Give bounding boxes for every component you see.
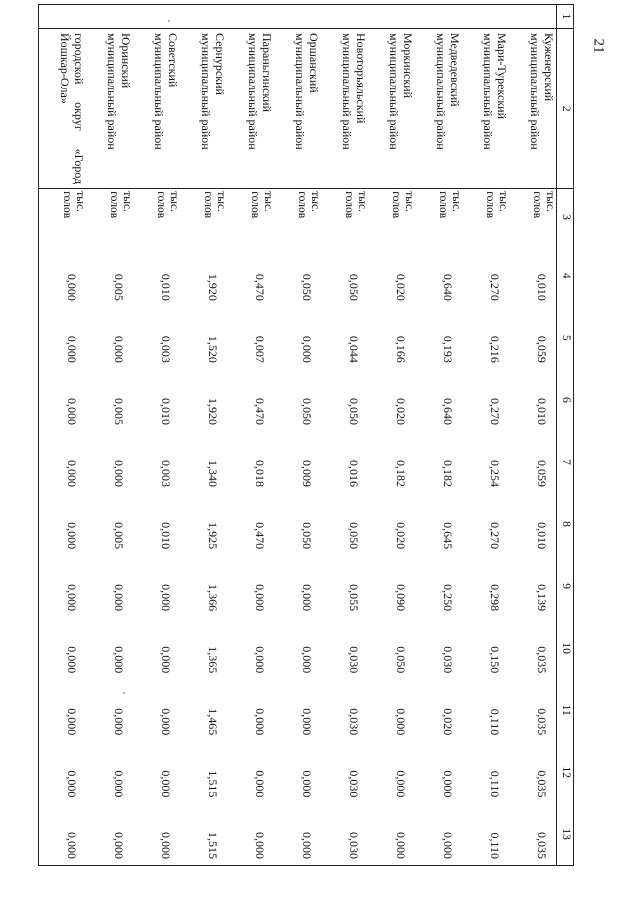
table-row (321, 5, 368, 866)
column-header: 6 (557, 369, 574, 431)
unit-cell (133, 189, 180, 245)
value-cell: 0,000 (133, 803, 180, 865)
district-name-line2: муниципальный район (292, 33, 307, 150)
value-cell: 0,470 (253, 273, 267, 301)
unit-cell (86, 189, 133, 245)
unit-line2: голов (437, 191, 450, 219)
row-index-cell (180, 5, 227, 29)
table-row (227, 5, 274, 866)
value-cell: 0,270 (488, 397, 502, 425)
rotated-table-container (57, 4, 574, 866)
value-cell: 0,059 (535, 460, 549, 487)
table-row (274, 5, 321, 866)
row-index-cell (227, 5, 274, 29)
value-cell: 1,920 (206, 397, 220, 425)
unit-line1: тыс. (215, 191, 227, 212)
value-cell: 0,298 (488, 584, 502, 612)
table-row (368, 5, 415, 866)
table-row (133, 5, 180, 866)
district-name-word: городской (72, 33, 86, 85)
table-row (180, 5, 227, 866)
value-cell: 0,000 (253, 646, 267, 674)
value-cell: 0,000 (300, 770, 314, 798)
unit-cell (368, 189, 415, 245)
unit-line2: голов (108, 191, 121, 219)
row-index-cell (509, 5, 557, 29)
value-cell: 0,000 (274, 803, 321, 865)
value-cell: 0,000 (39, 555, 87, 617)
district-name-cell (462, 29, 509, 189)
value-cell: 0,005 (112, 397, 126, 425)
table-row (462, 5, 509, 866)
value-cell: 0,030 (347, 770, 361, 798)
value-cell: 0,000 (112, 646, 126, 674)
column-header: 9 (557, 555, 574, 617)
district-name-cell (509, 29, 557, 189)
value-cell: 0,010 (535, 397, 549, 425)
value-cell: 0,090 (394, 584, 408, 612)
value-cell: 0,254 (488, 460, 502, 487)
value-cell: 0,470 (253, 522, 267, 550)
unit-line1: тыс. (168, 191, 180, 212)
scan-speck (168, 20, 170, 22)
value-cell: 0,007 (253, 335, 267, 363)
value-cell: 0,000 (39, 679, 87, 741)
value-cell: 0,003 (159, 460, 173, 487)
value-cell: 0,000 (39, 369, 87, 431)
value-cell: 1,340 (206, 460, 220, 487)
value-cell: 0,018 (253, 460, 267, 487)
row-index-cell (274, 5, 321, 29)
district-name-cell (321, 29, 368, 189)
value-cell: 0,000 (39, 617, 87, 679)
value-cell: 0,640 (441, 397, 455, 425)
district-name-word: округ (72, 102, 86, 131)
page-number: 21 (590, 38, 607, 54)
value-cell: 0,000 (112, 584, 126, 612)
value-cell: 1,365 (206, 646, 220, 674)
unit-cell (462, 189, 509, 245)
value-cell: 0,000 (112, 460, 126, 487)
value-cell: 0,020 (441, 708, 455, 736)
row-index-cell (368, 5, 415, 29)
table-wrap (57, 4, 574, 866)
value-cell: 0,005 (112, 522, 126, 550)
district-name-line2: муниципальный район (480, 33, 495, 150)
value-cell: 0,000 (39, 493, 87, 555)
column-header: 2 (557, 29, 574, 189)
value-cell: 0,030 (321, 803, 368, 865)
unit-line2: голов (484, 191, 497, 219)
unit-line1: тыс. (74, 191, 86, 212)
district-name-line2: Йошкар-Ола» (57, 33, 72, 104)
district-name-cell (86, 29, 133, 189)
column-header: 4 (557, 245, 574, 307)
value-cell: 0,139 (535, 584, 549, 612)
scan-speck (123, 692, 125, 694)
value-cell: 0,050 (300, 397, 314, 425)
district-name-line2: муниципальный район (104, 33, 119, 150)
value-cell: 0,030 (441, 646, 455, 674)
district-name-line2: муниципальный район (433, 33, 448, 150)
value-cell: 0,005 (112, 273, 126, 301)
value-cell: 0,000 (300, 646, 314, 674)
value-cell: 0,003 (159, 335, 173, 363)
value-cell: 1,520 (206, 335, 220, 363)
unit-line2: голов (155, 191, 168, 219)
column-header: 5 (557, 307, 574, 369)
value-cell: 0,030 (347, 708, 361, 736)
value-cell: 1,920 (206, 273, 220, 301)
value-cell: 0,470 (253, 397, 267, 425)
value-cell: 0,000 (39, 245, 87, 307)
value-cell: 0,020 (394, 397, 408, 425)
value-cell: 0,000 (300, 584, 314, 612)
unit-line1: тыс. (403, 191, 415, 212)
value-cell: 0,059 (535, 335, 549, 363)
table-row (509, 5, 557, 866)
district-name-word: «Город (72, 148, 86, 185)
column-header: 13 (557, 803, 574, 865)
unit-line2: голов (249, 191, 262, 219)
column-header: 10 (557, 617, 574, 679)
district-name-line2: муниципальный район (339, 33, 354, 150)
value-cell: 0,035 (509, 803, 557, 865)
row-index-cell (415, 5, 462, 29)
value-cell: 0,110 (488, 708, 502, 736)
value-cell: 0,000 (441, 770, 455, 798)
value-cell: 0,000 (253, 584, 267, 612)
value-cell: 0,270 (488, 273, 502, 301)
district-name-line1: Сернурский (213, 33, 227, 95)
value-cell: 1,925 (206, 522, 220, 550)
value-cell: 1,465 (206, 708, 220, 736)
unit-line2: голов (61, 191, 74, 219)
district-name-cell (415, 29, 462, 189)
district-name-line2: муниципальный район (151, 33, 166, 150)
value-cell: 0,050 (300, 522, 314, 550)
district-name-cell (180, 29, 227, 189)
row-index-cell (39, 5, 87, 29)
district-name-line1: Параньгинский (260, 33, 274, 112)
value-cell: 0,000 (253, 708, 267, 736)
district-name-cell (133, 29, 180, 189)
value-cell: 0,044 (347, 335, 361, 363)
value-cell: 0,000 (253, 770, 267, 798)
value-cell: 0,035 (535, 708, 549, 736)
value-cell: 0,166 (394, 335, 408, 363)
value-cell: 0,110 (488, 770, 502, 798)
value-cell: 0,110 (462, 803, 509, 865)
column-header: 8 (557, 493, 574, 555)
value-cell: 0,050 (347, 397, 361, 425)
column-header: 7 (557, 431, 574, 493)
value-cell: 0,645 (441, 522, 455, 550)
value-cell: 0,000 (39, 431, 87, 493)
unit-cell (39, 189, 87, 245)
value-cell: 0,000 (86, 803, 133, 865)
value-cell: 0,055 (347, 584, 361, 612)
value-cell: 0,010 (535, 273, 549, 301)
value-cell: 0,000 (39, 741, 87, 803)
table-row (415, 5, 462, 866)
value-cell: 1,515 (206, 770, 220, 798)
value-cell: 1,515 (180, 803, 227, 865)
unit-line2: голов (343, 191, 356, 219)
value-cell: 0,020 (394, 273, 408, 301)
district-name-line2: муниципальный район (527, 33, 542, 150)
value-cell: 0,010 (159, 397, 173, 425)
column-header: 1 (557, 5, 574, 29)
value-cell: 0,193 (441, 335, 455, 363)
unit-line2: голов (202, 191, 215, 219)
value-cell: 0,010 (535, 522, 549, 550)
district-name-line1: Новоторъяльский (354, 33, 368, 124)
column-header: 12 (557, 741, 574, 803)
unit-line2: голов (531, 191, 544, 219)
value-cell: 0,216 (488, 335, 502, 363)
value-cell: 0,009 (300, 460, 314, 487)
value-cell: 1,366 (206, 584, 220, 612)
unit-cell (180, 189, 227, 245)
value-cell: 0,000 (159, 708, 173, 736)
row-index-cell (462, 5, 509, 29)
district-name-line2: муниципальный район (386, 33, 401, 150)
unit-line1: тыс. (262, 191, 274, 212)
column-number-row (557, 5, 574, 866)
value-cell: 0,050 (347, 273, 361, 301)
value-cell: 0,016 (347, 460, 361, 487)
value-cell: 0,000 (394, 770, 408, 798)
value-cell: 0,000 (394, 708, 408, 736)
value-cell: 0,000 (112, 708, 126, 736)
district-name-line2: муниципальный район (245, 33, 260, 150)
district-name-cell (274, 29, 321, 189)
row-index-cell (86, 5, 133, 29)
value-cell: 0,150 (488, 646, 502, 674)
value-cell: 0,050 (347, 522, 361, 550)
district-name-line1: Советский (166, 33, 180, 88)
value-cell: 0,000 (415, 803, 462, 865)
district-name-line1: Оршанский (307, 33, 321, 93)
value-cell: 0,050 (300, 273, 314, 301)
table-row (39, 5, 87, 866)
district-name-line1: Юринский (119, 33, 133, 89)
value-cell: 0,030 (347, 646, 361, 674)
value-cell: 0,020 (394, 522, 408, 550)
district-name-line1: Моркинский (401, 33, 415, 99)
unit-cell (227, 189, 274, 245)
value-cell: 0,050 (394, 646, 408, 674)
district-name-line2: муниципальный район (198, 33, 213, 150)
value-cell: 0,000 (112, 335, 126, 363)
unit-line2: голов (390, 191, 403, 219)
unit-line1: тыс. (544, 191, 556, 212)
value-cell: 0,000 (112, 770, 126, 798)
unit-line1: тыс. (121, 191, 133, 212)
district-name-line1 (72, 33, 86, 188)
value-cell: 0,035 (535, 646, 549, 674)
unit-line1: тыс. (309, 191, 321, 212)
unit-cell (415, 189, 462, 245)
unit-line1: тыс. (497, 191, 509, 212)
value-cell: 0,035 (535, 770, 549, 798)
value-cell: 0,000 (368, 803, 415, 865)
column-header: 11 (557, 679, 574, 741)
unit-line1: тыс. (450, 191, 462, 212)
value-cell: 0,000 (227, 803, 274, 865)
value-cell: 0,010 (159, 522, 173, 550)
value-cell: 0,270 (488, 522, 502, 550)
district-name-line1: Мари-Турекский (495, 33, 509, 120)
unit-cell (509, 189, 557, 245)
value-cell: 0,640 (441, 273, 455, 301)
livestock-table (38, 4, 574, 866)
row-index-cell (133, 5, 180, 29)
value-cell: 0,010 (159, 273, 173, 301)
district-name-line1: Куженерский (542, 33, 556, 102)
value-cell: 0,250 (441, 584, 455, 612)
row-index-cell (321, 5, 368, 29)
unit-cell (321, 189, 368, 245)
unit-cell (274, 189, 321, 245)
value-cell: 0,000 (39, 307, 87, 369)
value-cell: 0,000 (159, 770, 173, 798)
table-row (86, 5, 133, 866)
value-cell: 0,000 (300, 708, 314, 736)
district-name-line1: Медведевский (448, 33, 462, 107)
value-cell: 0,000 (39, 803, 87, 865)
value-cell: 0,182 (441, 460, 455, 487)
value-cell: 0,000 (159, 646, 173, 674)
unit-line1: тыс. (356, 191, 368, 212)
value-cell: 0,182 (394, 460, 408, 487)
column-header: 3 (557, 189, 574, 245)
district-name-cell (227, 29, 274, 189)
district-name-cell (368, 29, 415, 189)
district-name-cell (39, 29, 87, 189)
value-cell: 0,000 (159, 584, 173, 612)
value-cell: 0,000 (300, 335, 314, 363)
unit-line2: голов (296, 191, 309, 219)
